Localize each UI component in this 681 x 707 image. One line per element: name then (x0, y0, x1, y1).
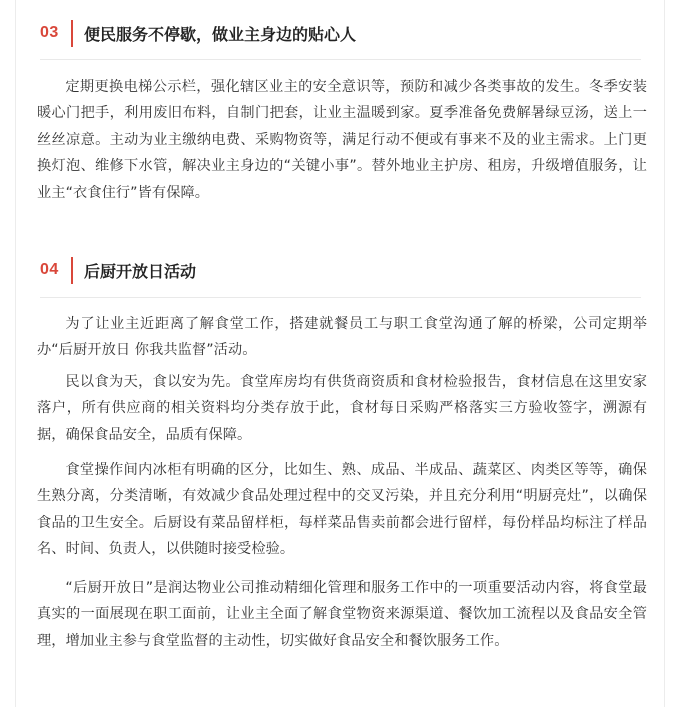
section-header-03 (40, 18, 356, 48)
section-number: 03 (40, 24, 59, 41)
section-paragraph: 为了让业主近距离了解食堂工作，搭建就餐员工与职工食堂沟通了解的桥梁，公司定期举办“后厨开放日 你我共监督”活动。 (37, 316, 647, 359)
section-paragraph: “后厨开放日”是润达物业公司推动精细化管理和服务工作中的一项重要活动内容，将食堂最真实的一面展现在职工面前，让业主全面了解食堂物资来源渠道、餐饮加工流程以及食品安全管理，增加业主参与食堂监督的主动性，切实做好食品安全和餐饮服务工作。 (37, 580, 647, 649)
section-paragraph: 民以食为天，食以安为先。食堂库房均有供货商资质和食材检验报告，食材信息在这里安家落户，所有供应商的相关资料均分类存放于此，食材每日采购严格落实三方验收签字，溯源有据，确保食品安全，品质有保障。 (37, 374, 647, 443)
section-paragraph: 食堂操作间内冰柜有明确的区分，比如生、熟、成品、半成品、蔬菜区、肉类区等等，确保生熟分离，分类清晰，有效减少食品处理过程中的交叉污染，并且充分利用“明厨亮灶”，以确保食品的卫生安全。后厨设有菜品留样柜，每样菜品售卖前都会进行留样，每份样品均标注了样品名、时间、负责人，以供随时接受检验。 (37, 462, 647, 558)
section-accent-bar (71, 257, 73, 284)
section-divider (40, 59, 641, 60)
section-title: 便民服务不停歇，做业主身边的贴心人 (84, 24, 357, 44)
section-accent-bar (71, 20, 73, 47)
section-title: 后厨开放日活动 (84, 261, 197, 281)
section-number: 04 (40, 261, 59, 278)
section-header-04 (40, 255, 196, 285)
section-paragraph: 定期更换电梯公示栏，强化辖区业主的安全意识等，预防和减少各类事故的发生。冬季安装暖心门把手，利用废旧布料，自制门把套，让业主温暖到家。夏季准备免费解暑绿豆汤，送上一丝丝凉意。主动为业主缴纳电费、采购物资等，满足行动不便或有事来不及的业主需求。上门更换灯泡、维修下水管，解决业主身边的“关键小事”。替外地业主护房、租房，升级增值服务，让业主“衣食住行”皆有保障。 (37, 79, 647, 201)
section-divider (40, 297, 641, 298)
